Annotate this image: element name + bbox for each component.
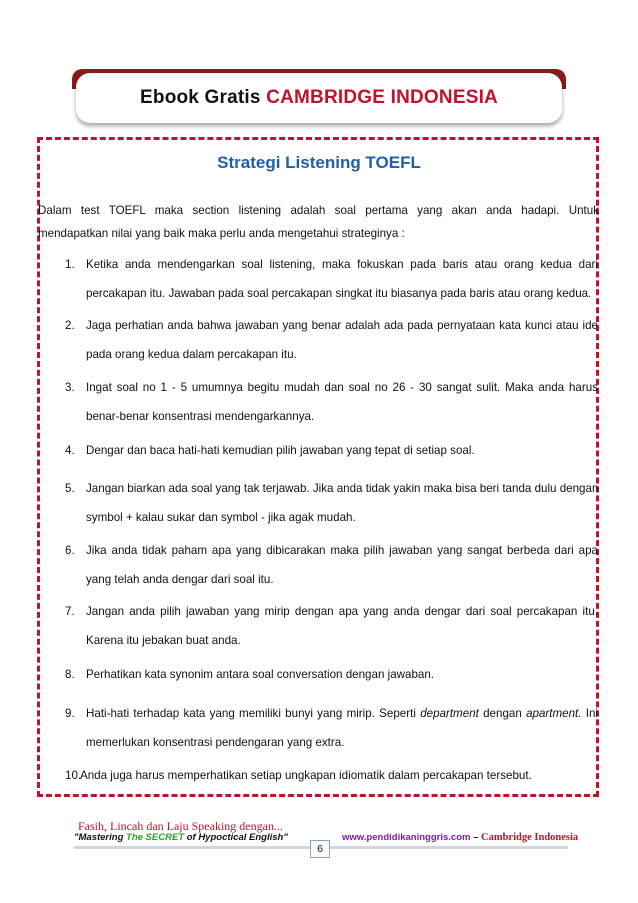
list-item-number: 4. — [65, 444, 75, 457]
list-item-line-2: pada orang kedua dalam percakapan itu. — [86, 348, 297, 361]
list-item-number: 9. — [65, 707, 75, 720]
emphasis-department: department — [420, 707, 479, 720]
footer-book-title-green: The SECRET — [126, 832, 185, 843]
list-item-line-2: memerlukan konsentrasi pendengaran yang extra. — [86, 736, 345, 749]
list-item-line-1: Perhatikan kata synonim antara soal conversation dengan jawaban. — [86, 668, 435, 681]
list-item-text: dengan — [478, 707, 527, 720]
footer-website-link[interactable]: www.pendidikaninggris.com — [342, 832, 471, 843]
page-number: 6 — [310, 840, 330, 858]
list-item-line-1: Jangan anda pilih jawaban yang mirip dengan apa yang anda dengar dari soal percakapan itu. — [86, 605, 598, 618]
footer-tagline: Fasih, Lincah dan Laju Speaking dengan... — [78, 819, 283, 833]
list-item-text: Ini — [581, 707, 598, 720]
footer-brand: Cambridge Indonesia — [481, 832, 579, 843]
list-item-line-2: benar-benar konsentrasi mendengarkannya. — [86, 410, 315, 423]
list-item-line-2: percakapan itu. Jawaban pada soal percakapan singkat itu biasanya pada baris atau orang kedua. — [86, 287, 592, 300]
list-item-line-1: Jaga perhatian anda bahwa jawaban yang benar adalah ada pada pernyataan kata kunci atau ide — [86, 319, 598, 332]
list-item-number: 1. — [65, 258, 75, 271]
intro-line-1: Dalam test TOEFL maka section listening adalah soal pertama yang akan anda hadapi. Untuk — [38, 204, 599, 217]
list-item-number: 10. — [65, 769, 82, 782]
header-banner — [72, 69, 566, 127]
list-item-line-1 — [86, 699, 598, 728]
list-item-line-1: Jika anda tidak paham apa yang dibicarakan maka pilih jawaban yang sangat berbeda dari apa — [86, 544, 598, 557]
footer-separator: – — [470, 832, 482, 843]
list-item-text: Hati-hati terhadap kata yang memiliki bunyi yang mirip. Seperti — [86, 707, 421, 720]
list-item-number: 6. — [65, 544, 75, 557]
list-item-line-2: yang telah anda dengar dari soal itu. — [86, 573, 274, 586]
intro-paragraph — [38, 199, 599, 245]
banner-card — [76, 73, 562, 123]
list-item-line-1: Jangan biarkan ada soal yang tak terjawab. Jika anda tidak yakin maka bisa beri tanda dulu dengan — [86, 482, 598, 495]
document-title: Strategi Listening TOEFL — [217, 153, 421, 172]
footer-book-title-b: of Hypoctical English" — [184, 832, 288, 843]
list-item-number: 8. — [65, 668, 75, 681]
list-item-number: 5. — [65, 482, 75, 495]
list-item-line-1: Anda juga harus memperhatikan setiap ungkapan idiomatik dalam percakapan tersebut. — [80, 769, 532, 782]
intro-line-2: mendapatkan nilai yang baik maka perlu anda mengetahui strateginya : — [38, 227, 405, 240]
list-item-line-1: Dengar dan baca hati-hati kemudian pilih jawaban yang tepat di setiap soal. — [86, 444, 475, 457]
footer-book-title — [74, 832, 288, 843]
list-item-line-1: Ingat soal no 1 - 5 umumnya begitu mudah dan soal no 26 - 30 sangat sulit. Maka anda harus — [86, 381, 598, 394]
footer-book-title-a: "Mastering — [74, 832, 127, 843]
list-item-line-2: symbol + kalau sukar dan symbol - jika agak mudah. — [86, 511, 356, 524]
list-item-number: 2. — [65, 319, 75, 332]
banner-title — [140, 87, 498, 109]
banner-title-brand: CAMBRIDGE INDONESIA — [266, 87, 498, 108]
emphasis-apartment: apartment. — [526, 707, 582, 720]
banner-title-ebook: Ebook Gratis — [140, 87, 261, 108]
list-item-number: 7. — [65, 605, 75, 618]
list-item-line-1: Ketika anda mendengarkan soal listening, maka fokuskan pada baris atau orang kedua dari — [86, 258, 598, 271]
list-item-line-2: Karena itu jebakan buat anda. — [86, 634, 241, 647]
footer-site — [342, 832, 578, 843]
list-item-number: 3. — [65, 381, 75, 394]
